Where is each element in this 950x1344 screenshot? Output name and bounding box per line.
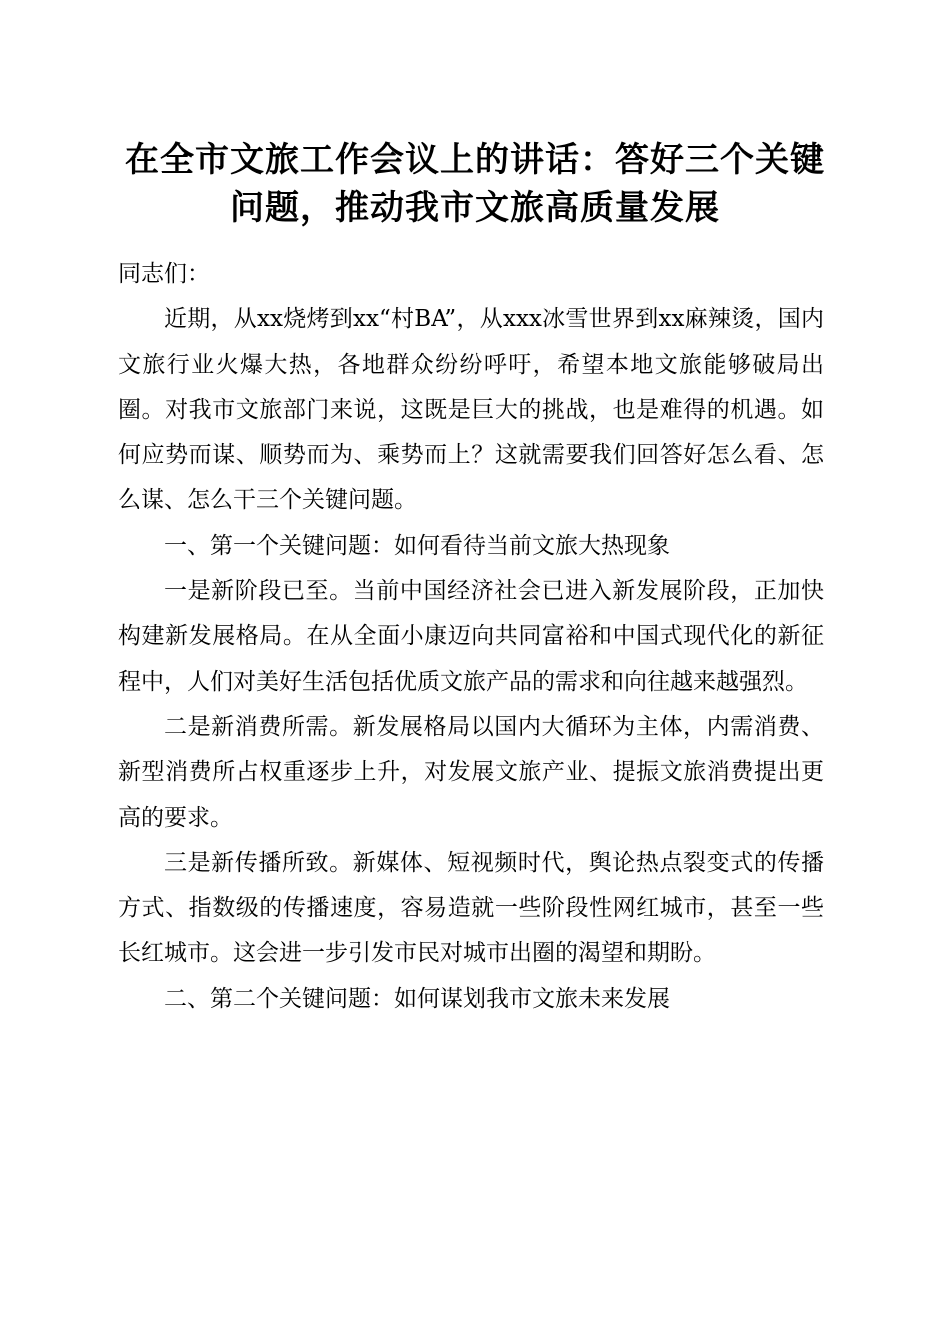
- section-1-heading: 一、第一个关键问题：如何看待当前文旅大热现象: [164, 532, 670, 559]
- paragraph-new-communication: 三是新传播所致。新媒体、短视频时代，舆论热点裂变式的传播方式、指数级的传播速度，容易造就一些阶段性网红城市，甚至一些长红城市。这会进一步引发市民对城市出圈的渴望和期盼。: [118, 849, 824, 967]
- paragraph-new-stage: 一是新阶段已至。当前中国经济社会已进入新发展阶段，正加快构建新发展格局。在从全面小康迈向共同富裕和中国式现代化的新征程中，人们对美好生活包括优质文旅产品的需求和向往越来越强烈。: [118, 578, 824, 695]
- salutation: 同志们：: [118, 261, 210, 287]
- paragraph-new-consumption: 二是新消费所需。新发展格局以国内大循环为主体，内需消费、新型消费所占权重逐步上升，对发展文旅产业、提振文旅消费提出更高的要求。: [118, 713, 824, 831]
- document-body: [118, 252, 824, 1022]
- section-2-heading: 二、第二个关键问题：如何谋划我市文旅未来发展: [164, 985, 670, 1012]
- intro-paragraph: 近期，从xx烧烤到xx“村BA”，从xxx冰雪世界到xx麻辣烫，国内文旅行业火爆大热，各地群众纷纷呼吁，希望本地文旅能够破局出圈。对我市文旅部门来说，这既是巨大的挑战，也是难得的机遇。如何应势而谋、顺势而为、乘势而上？这就需要我们回答好怎么看、怎么谋、怎么干三个关键问题。: [118, 306, 824, 514]
- document-title-line-1: 在全市文旅工作会议上的讲话：答好三个关键: [125, 140, 825, 180]
- document-title-line-2: 问题，推动我市文旅高质量发展: [230, 188, 720, 228]
